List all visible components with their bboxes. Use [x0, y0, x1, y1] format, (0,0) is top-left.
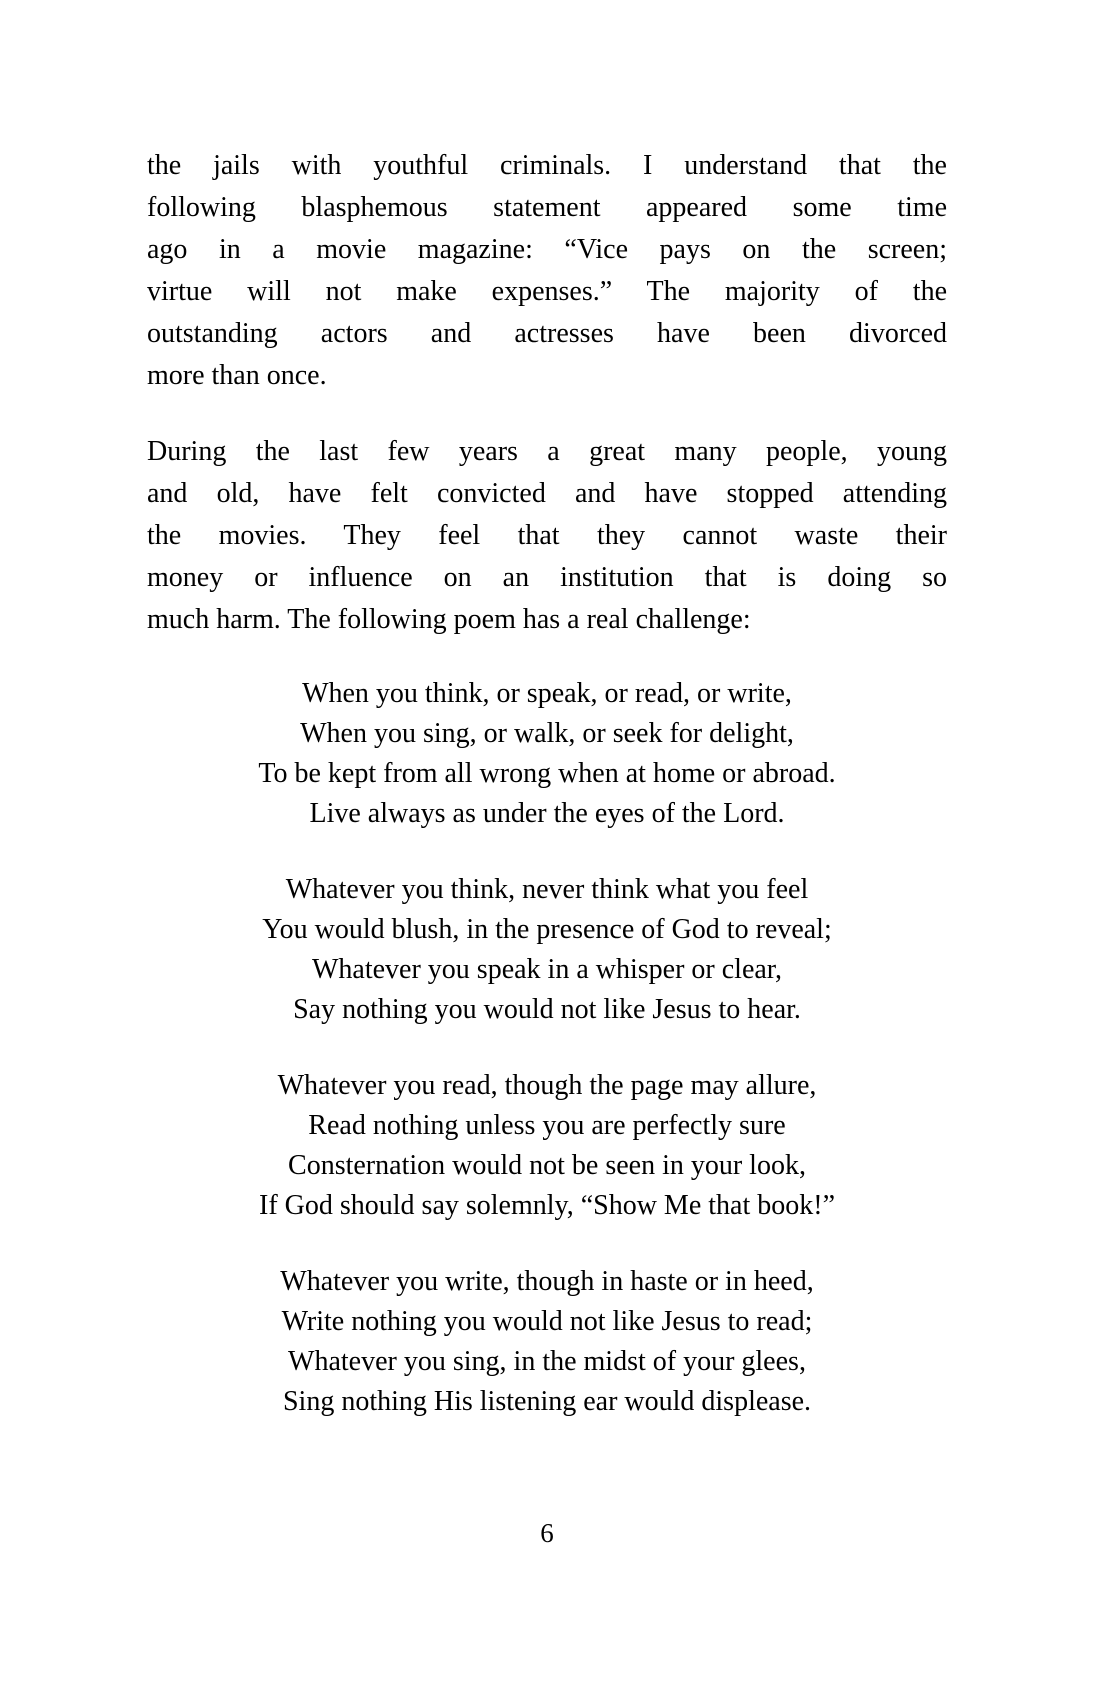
poem-line: Live always as under the eyes of the Lord. — [309, 798, 785, 829]
poem-line: Write nothing you would not like Jesus to read; — [281, 1306, 813, 1337]
poem-stanza — [147, 1262, 947, 1422]
body-paragraph — [147, 145, 947, 397]
poem-line: Whatever you write, though in haste or in heed, — [280, 1266, 814, 1297]
paragraph-line: the jails with youthful criminals. I understand that the — [147, 150, 947, 181]
poem-stanza — [147, 870, 947, 1030]
poem-line: Whatever you sing, in the midst of your glees, — [288, 1346, 806, 1377]
paragraph-line: more than once. — [147, 360, 327, 391]
poem-line: If God should say solemnly, “Show Me that book!” — [259, 1190, 835, 1221]
body-paragraph — [147, 431, 947, 641]
poem-line: To be kept from all wrong when at home or abroad. — [258, 758, 836, 789]
poem-line: Say nothing you would not like Jesus to hear. — [293, 994, 801, 1025]
paragraph-line: and old, have felt convicted and have stopped attending — [147, 478, 947, 509]
paragraph-line: virtue will not make expenses.” The majority of the — [147, 276, 947, 307]
poem — [147, 674, 947, 1422]
poem-line: Consternation would not be seen in your look, — [288, 1150, 806, 1181]
poem-line: When you sing, or walk, or seek for delight, — [300, 718, 794, 749]
paragraph-line: following blasphemous statement appeared some time — [147, 192, 947, 223]
page-number: 6 — [540, 1518, 554, 1548]
page-text-block — [147, 0, 947, 1548]
paragraph-line: During the last few years a great many people, young — [147, 436, 947, 467]
poem-line: Whatever you speak in a whisper or clear, — [311, 954, 782, 985]
poem-stanza — [147, 674, 947, 834]
poem-line: You would blush, in the presence of God to reveal; — [262, 914, 832, 945]
paragraph-line: outstanding actors and actresses have been divorced — [147, 318, 947, 349]
paragraph-line: much harm. The following poem has a real challenge: — [147, 604, 751, 635]
poem-line: Read nothing unless you are perfectly sure — [308, 1110, 786, 1141]
paragraph-line: the movies. They feel that they cannot waste their — [147, 520, 947, 551]
paragraph-line: money or influence on an institution that is doing so — [147, 562, 947, 593]
poem-line: Whatever you read, though the page may allure, — [277, 1070, 817, 1101]
paragraph-line: ago in a movie magazine: “Vice pays on the screen; — [147, 234, 947, 265]
poem-line: Sing nothing His listening ear would displease. — [282, 1386, 812, 1417]
poem-line: When you think, or speak, or read, or write, — [302, 678, 792, 709]
poem-line: Whatever you think, never think what you feel — [285, 874, 809, 905]
poem-stanza — [147, 1066, 947, 1226]
